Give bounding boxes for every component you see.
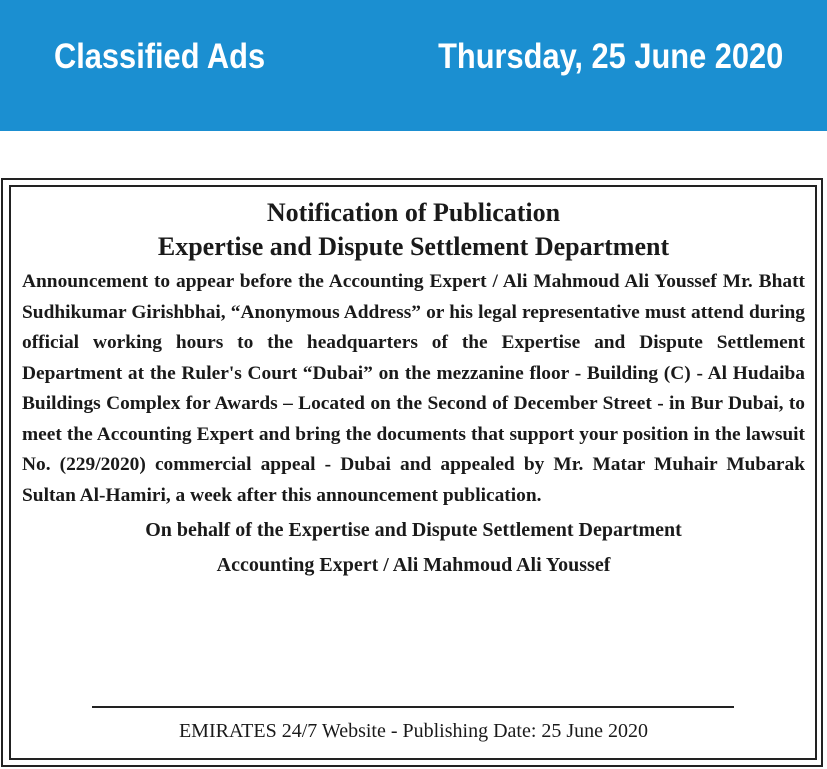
notice-content (22, 196, 805, 583)
publishing-note: EMIRATES 24/7 Website - Publishing Date: 25 June 2020 (178, 720, 649, 742)
header-band (0, 0, 827, 131)
notice-title: Notification of Publication (266, 198, 561, 227)
notice-department: Expertise and Dispute Settlement Department (157, 232, 670, 261)
notice-body: Announcement to appear before the Accounting Expert / Ali Mahmoud Ali Youssef Mr. Bhatt Sudhikumar Girishbhai, “Anonymous Address” or his legal representative must attend during official working hours to the headquarters of the Expertise and Dispute Settlement Department at the Ruler's Court “Dubai” on the mezzanine floor - Building (C) - Al Hudaiba Buildings Complex for Awards – Located on the Second of December Street - in Bur Dubai, to meet the Accounting Expert and bring the documents that support your position in the lawsuit No. (229/2020) commercial appeal - Dubai and appealed by Mr. Matar Muhair Mubarak Sultan Al-Hamiri, a week after this announcement publication. (22, 271, 805, 506)
footer-divider (92, 706, 734, 708)
section-label: Classified Ads (54, 37, 266, 76)
publication-date: Thursday, 25 June 2020 (437, 37, 783, 76)
signature-line-2: Accounting Expert / Ali Mahmoud Ali Youssef (216, 554, 611, 576)
signature-line-1: On behalf of the Expertise and Dispute Settlement Department (145, 519, 682, 541)
